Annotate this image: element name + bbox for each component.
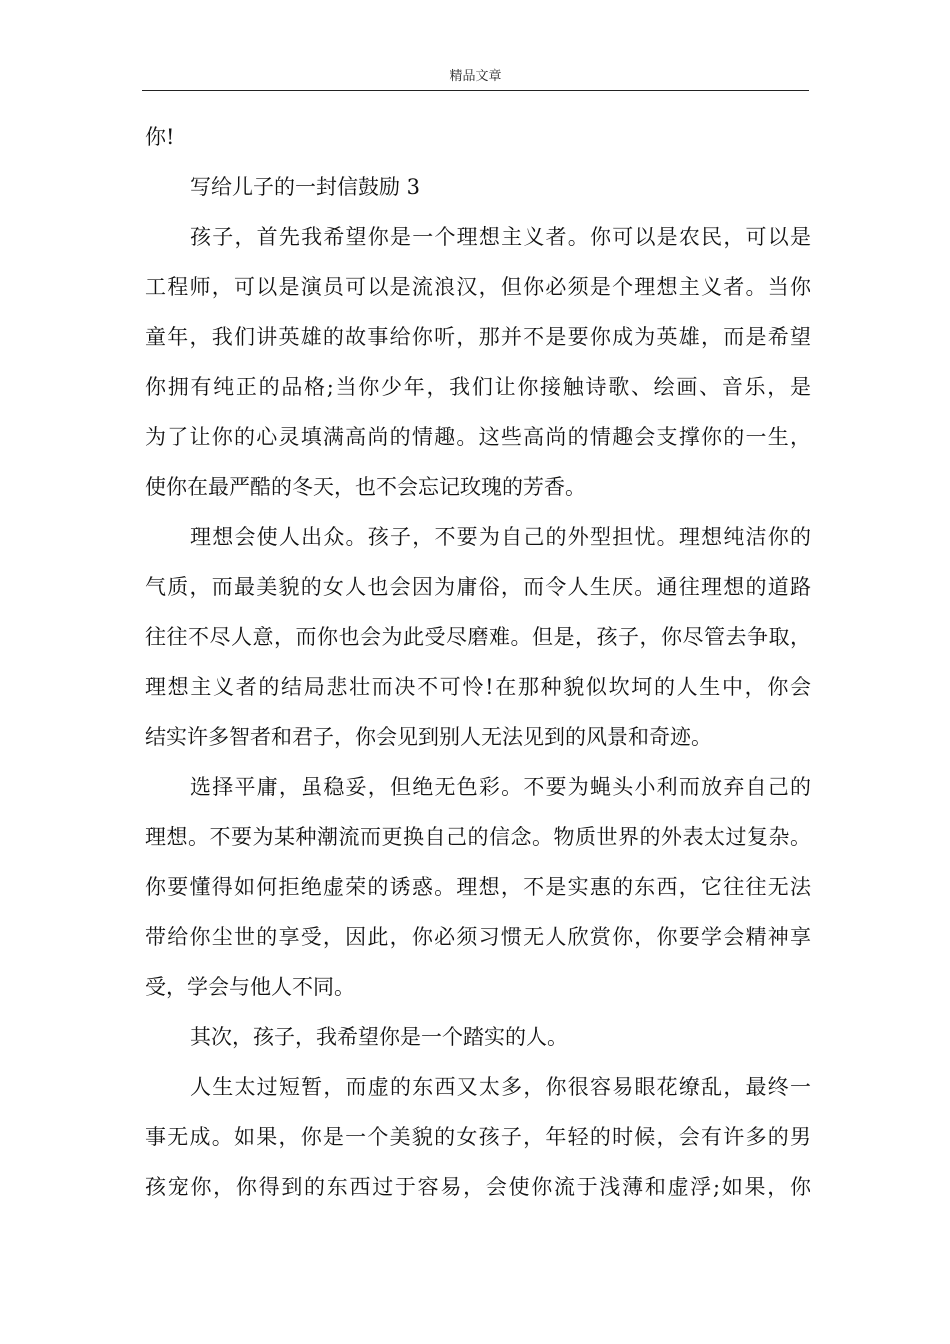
header-title: 精品文章 xyxy=(449,69,502,84)
paragraph-line: 孩宠你，你得到的东西过于容易，会使你流于浅薄和虚浮;如果，你 xyxy=(145,1175,811,1199)
paragraph-line: 带给你尘世的享受，因此，你必须习惯无人欣赏你，你要学会精神享 xyxy=(145,925,811,949)
paragraph-line: 受，学会与他人不同。 xyxy=(145,975,355,999)
paragraph-line: 选择平庸，虽稳妥，但绝无色彩。不要为蝇头小利而放弃自己的 xyxy=(190,775,811,799)
paragraph-line: 你拥有纯正的品格;当你少年，我们让你接触诗歌、绘画、音乐，是 xyxy=(145,375,811,399)
paragraph-line: 理想主义者的结局悲壮而决不可怜!在那种貌似坎坷的人生中，你会 xyxy=(145,675,811,699)
text-line: 你! xyxy=(145,125,175,149)
paragraph-line: 为了让你的心灵填满高尚的情趣。这些高尚的情趣会支撑你的一生， xyxy=(145,425,811,449)
paragraph-line: 结实许多智者和君子，你会见到别人无法见到的风景和奇迹。 xyxy=(145,725,712,749)
paragraph-line: 事无成。如果，你是一个美貌的女孩子，年轻的时候，会有许多的男 xyxy=(145,1125,811,1149)
paragraph-line: 其次，孩子，我希望你是一个踏实的人。 xyxy=(190,1025,568,1049)
document-body xyxy=(145,112,811,1212)
page-header xyxy=(142,70,809,91)
paragraph-line: 人生太过短暂，而虚的东西又太多，你很容易眼花缭乱，最终一 xyxy=(190,1075,811,1099)
paragraph-line: 使你在最严酷的冬天，也不会忘记玫瑰的芳香。 xyxy=(145,475,586,499)
paragraph-line: 往往不尽人意，而你也会为此受尽磨难。但是，孩子，你尽管去争取， xyxy=(145,625,811,649)
paragraph-line: 你要懂得如何拒绝虚荣的诱惑。理想，不是实惠的东西，它往往无法 xyxy=(145,875,811,899)
paragraph-line: 童年，我们讲英雄的故事给你听，那并不是要你成为英雄，而是希望 xyxy=(145,325,811,349)
paragraph-line: 理想会使人出众。孩子，不要为自己的外型担忧。理想纯洁你的 xyxy=(190,525,811,549)
paragraph-line: 孩子，首先我希望你是一个理想主义者。你可以是农民，可以是 xyxy=(190,225,811,249)
paragraph-line: 气质，而最美貌的女人也会因为庸俗，而令人生厌。通往理想的道路 xyxy=(145,575,811,599)
section-heading: 写给儿子的一封信鼓励 3 xyxy=(190,175,421,199)
paragraph-line: 理想。不要为某种潮流而更换自己的信念。物质世界的外表太过复杂。 xyxy=(145,825,811,849)
paragraph-line: 工程师，可以是演员可以是流浪汉，但你必须是个理想主义者。当你 xyxy=(145,275,811,299)
